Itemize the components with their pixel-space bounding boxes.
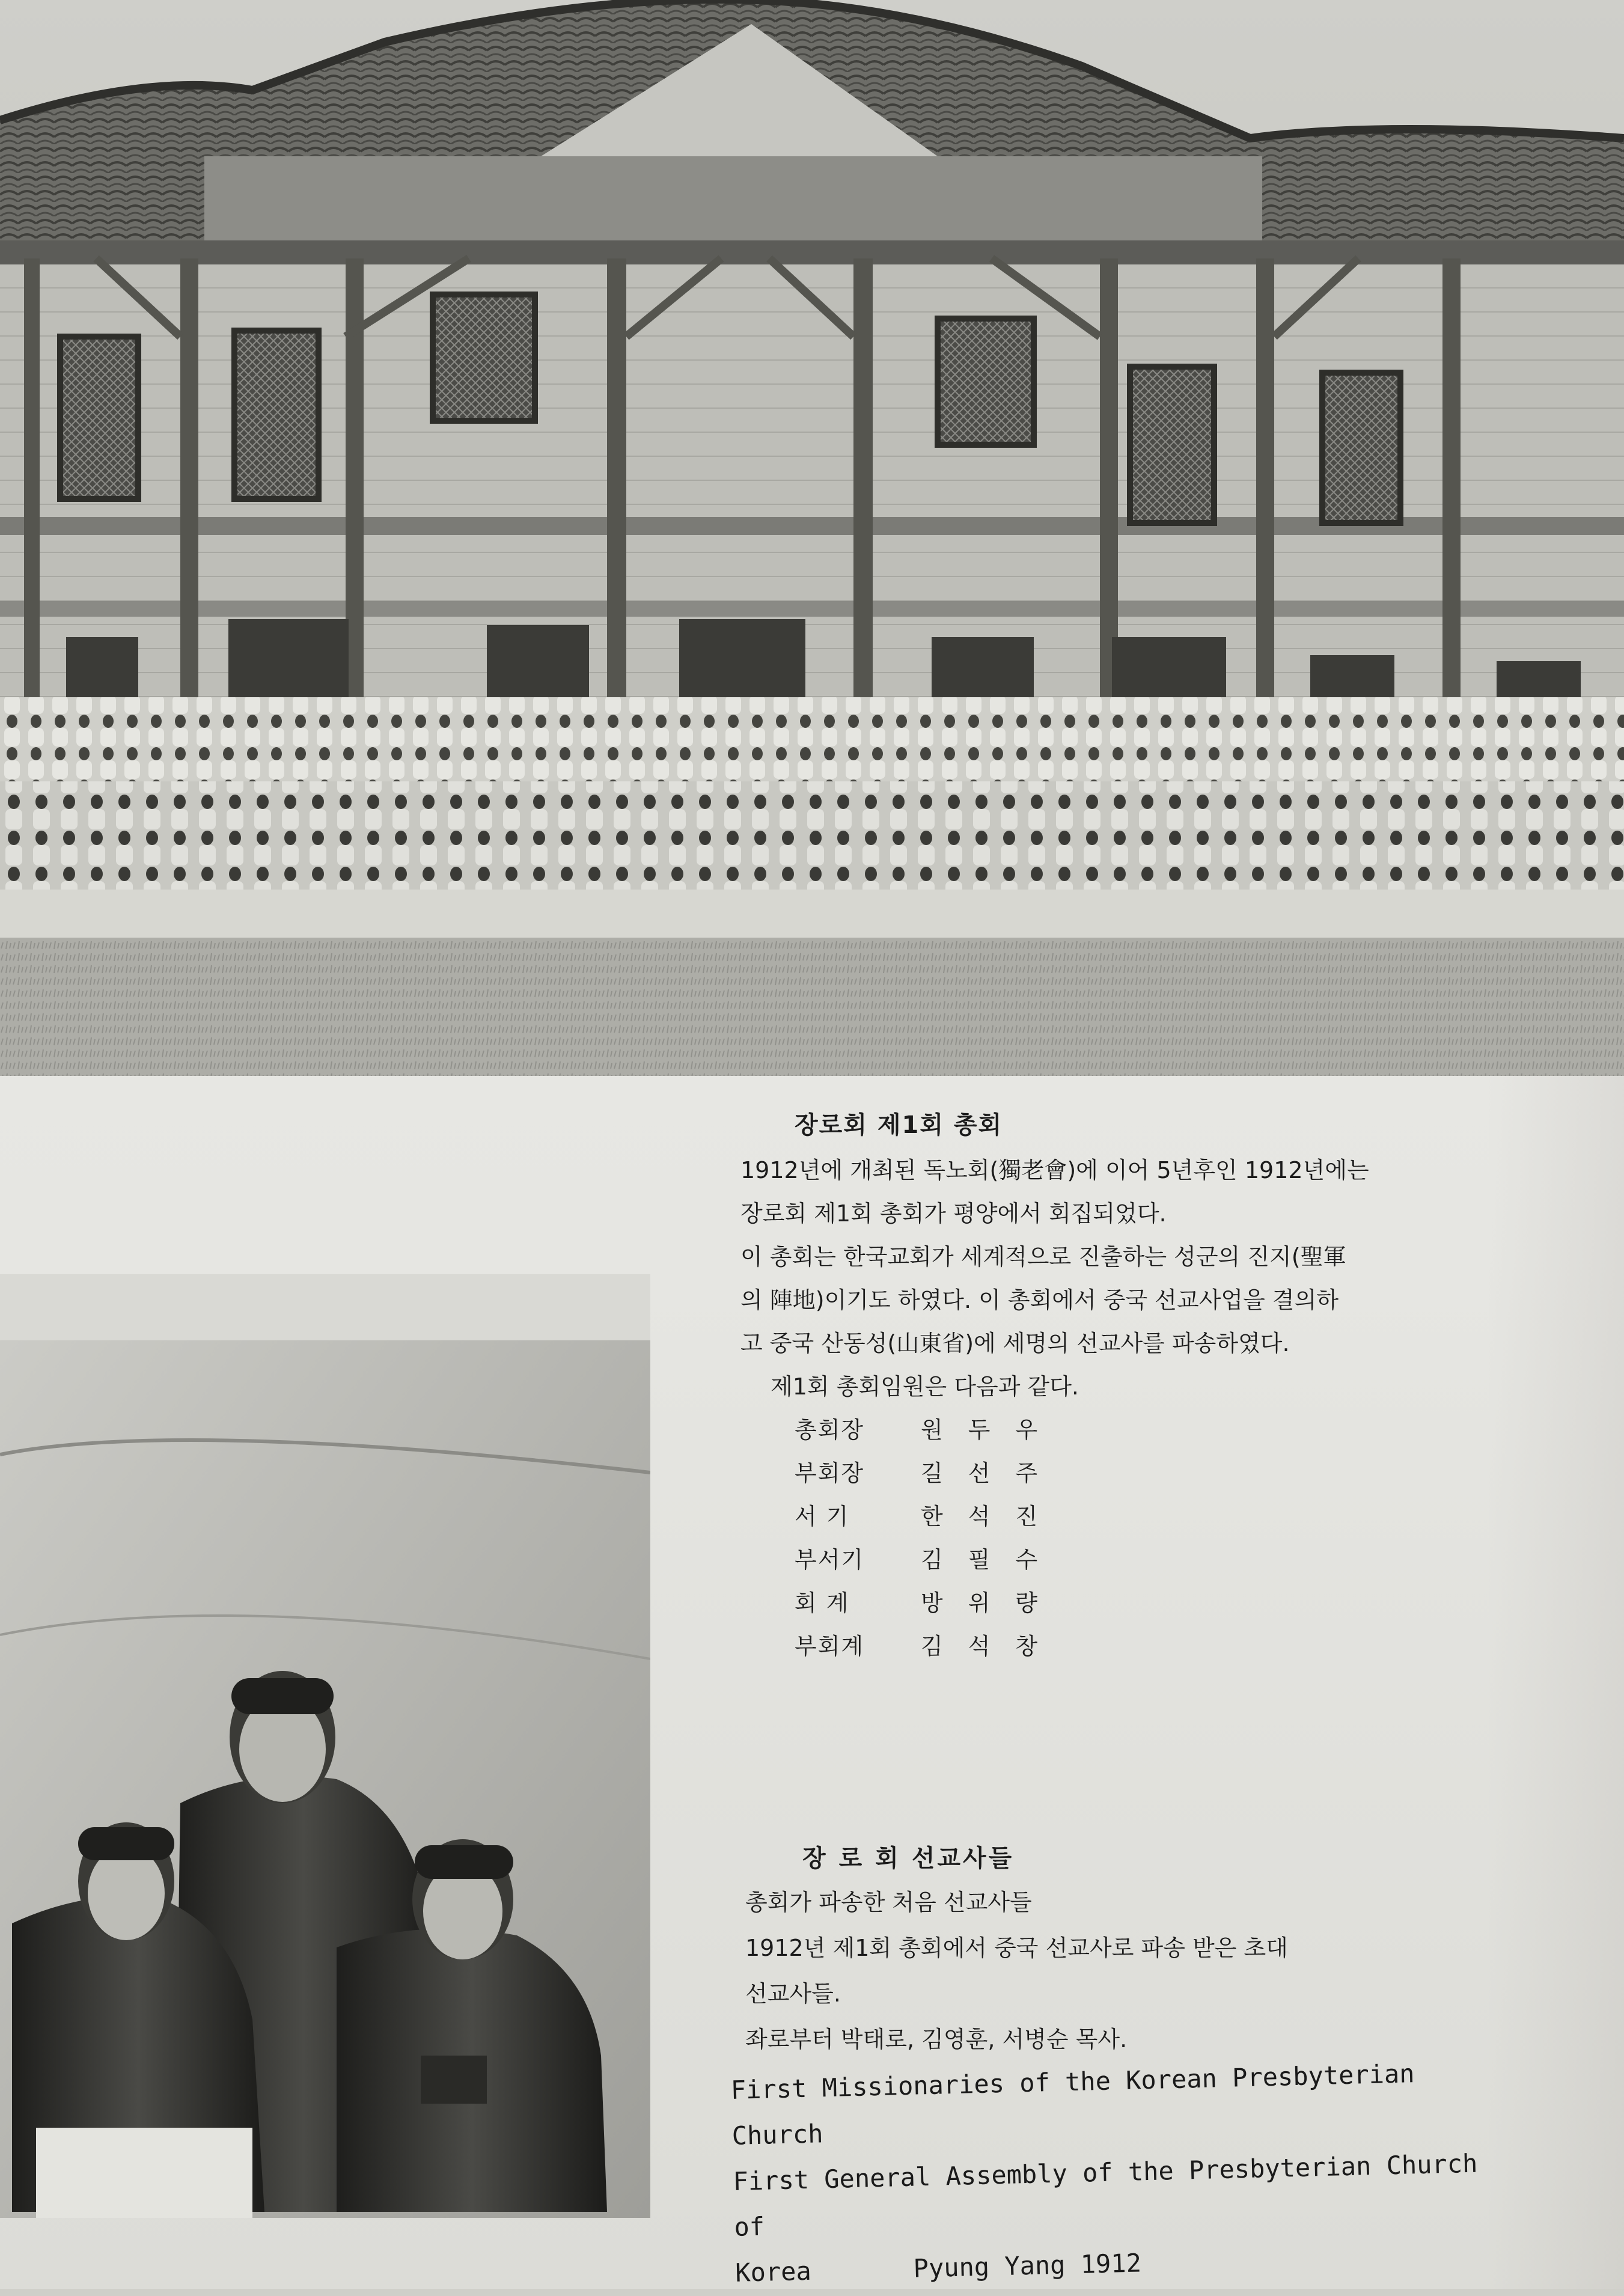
caption-line: 고 중국 산동성(山東省)에 세명의 선교사를 파송하였다. [740,1330,1290,1357]
officer-role: 회 계 [795,1590,850,1616]
officer-row [795,1625,1582,1668]
caption-line: 1912년에 개최된 독노회(獨老會)에 이어 5년후인 1912년에는 [740,1157,1369,1183]
caption-line: 이 총회는 한국교회가 세계적으로 진출하는 성군의 진지(聖軍 [740,1244,1346,1270]
missionaries-portrait-photograph [0,1274,650,2218]
officer-row [795,1408,1582,1452]
caption-line: 제1회 총회임원은 다음과 같다. [771,1373,1079,1400]
officer-name: 김석창 [921,1633,1063,1659]
officer-role: 부서기 [795,1546,865,1573]
officer-name: 길선주 [921,1460,1063,1486]
officer-row [795,1581,1582,1625]
officer-row [795,1538,1582,1581]
officer-role: 부회장 [795,1460,865,1486]
officer-role: 부회계 [795,1633,865,1659]
english-caption [730,2048,1517,2296]
caption-line: 선교사들. [745,1980,841,2007]
english-caption-country: Korea [734,2256,812,2288]
officer-name: 방위량 [921,1590,1063,1616]
officer-role: 총회장 [795,1417,865,1443]
missionaries-caption [745,1839,1587,2062]
caption-line: 총회가 파송한 처음 선교사들 [745,1889,1032,1916]
officer-name: 김필수 [921,1546,1063,1573]
officer-list [795,1408,1582,1668]
caption-line: 장로회 제1회 총회가 평양에서 회집되었다. [740,1200,1167,1227]
english-caption-line: First General Assembly of the Presbyterian Church of [733,2148,1478,2242]
caption-line: 1912년 제1회 총회에서 중국 선교사로 파송 받은 초대 [745,1935,1288,1961]
assembly-caption [740,1106,1582,1668]
officer-name: 한석진 [921,1503,1063,1530]
caption-line: 좌로부터 박태로, 김영훈, 서병순 목사. [745,2026,1128,2053]
caption-line: 의 陣地)이기도 하였다. 이 총회에서 중국 선교사업을 결의하 [740,1287,1339,1313]
english-caption-line: First Missionaries of the Korean Presbyterian Church [730,2059,1415,2151]
officer-role: 서 기 [795,1503,850,1530]
assembly-caption-heading: 장로회 제1회 총회 [795,1111,1003,1139]
missionaries-caption-heading: 장 로 회 선교사들 [802,1845,1015,1872]
assembly-photograph [0,0,1624,1076]
officer-row [795,1452,1582,1495]
officer-row [795,1495,1582,1538]
english-caption-place: Pyung Yang 1912 [913,2248,1142,2283]
officer-name: 원두우 [921,1417,1063,1443]
